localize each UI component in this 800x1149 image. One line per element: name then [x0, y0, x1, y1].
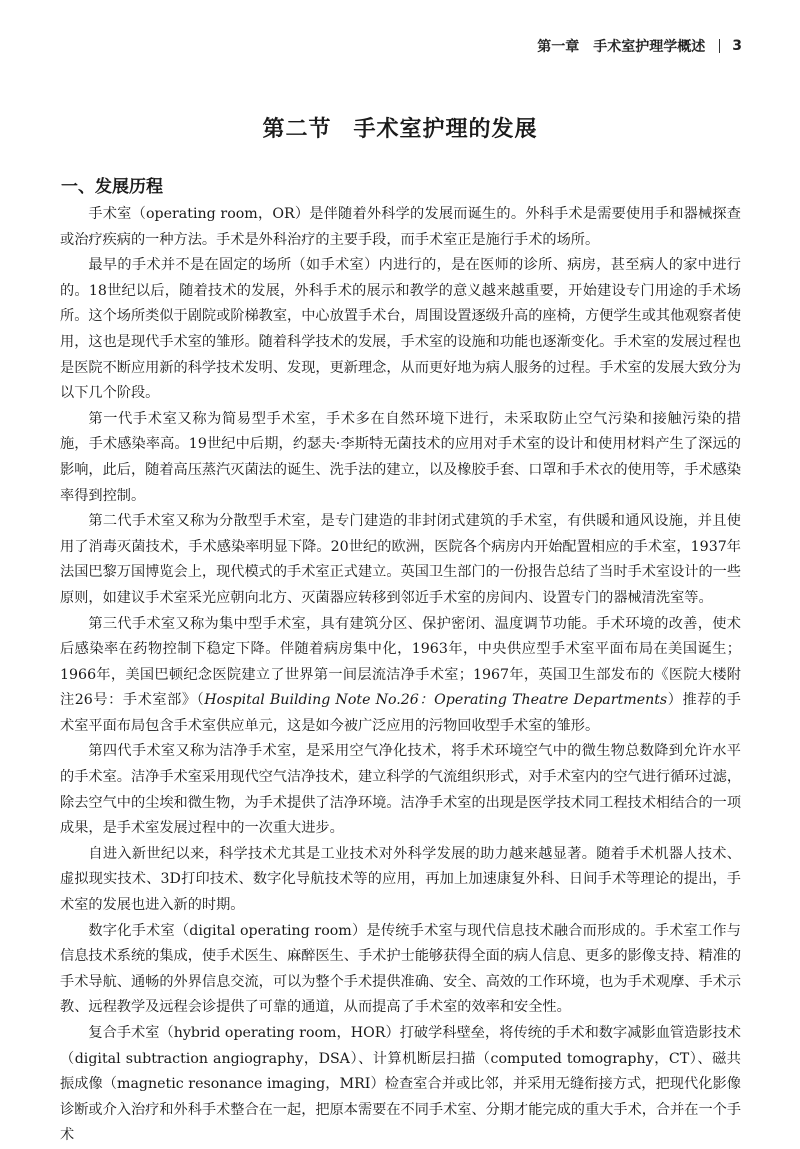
paragraph-text: ）推荐的手术室平面布局包含手术室供应单元，这是如今被广泛应用的污物回收型手术室的雏形。 — [60, 692, 741, 734]
section-number: 第二节 — [262, 117, 332, 142]
paragraph: 自进入新世纪以来，科学技术尤其是工业技术对外科学发展的助力越来越显著。随着手术机器人技术、虚拟现实技术、3D打印技术、数字化导航技术等的应用，再加上加速康复外科、日间手术等理论的提出，手术室的发展也进入新的时期。 — [60, 845, 741, 914]
paragraph: 数字化手术室（digital operating room）是传统手术室与现代信息技术融合而形成的。手术室工作与信息技术系统的集成，使手术医生、麻醉医生、手术护士能够获得全面的病人信息、更多的影像支持、精准的手术导航、通畅的外界信息交流，可以为整个手术提供准确、安全、高效的工作环境，也为手术观摩、手术示教、远程教学及远程会诊提供了可靠的通道，从而提高了手术室的效率和安全性。 — [60, 922, 742, 1016]
running-head — [537, 36, 742, 56]
page-number: 3 — [732, 38, 742, 54]
chapter-title: 第一章 手术室护理学概述 — [537, 39, 706, 55]
paragraph: 第二代手术室又称为分散型手术室，是专门建造的非封闭式建筑的手术室，有供暖和通风设施，并且使用了消毒灭菌技术，手术感染率明显下降。20世纪的欧洲，医院各个病房内开始配置相应的手术室，1937年法国巴黎万国博览会上，现代模式的手术室正式建立。英国卫生部门的一份报告总结了当时手术室设计的一些原则，如建议手术室采光应朝向北方、灭菌器应转移到邻近手术室的房间内、设置专门的器械清洗室等。 — [60, 513, 742, 606]
paragraph: 复合手术室（hybrid operating room，HOR）打破学科壁垒，将传统的手术和数字减影血管造影技术（digital subtraction angiography，DSA）、计算机断层扫描（computed tomography，CT）、磁共振成像（magnetic resonance imaging，MRI）检查室合并或比邻，并采用无缝衔接方式，把现代化影像诊断或介入治疗和外科手术整合在一起，把原本需要在不同手术室、分期才能完成的重大手术，合并在一个手术 — [60, 1025, 742, 1144]
section-heading: 手术室护理的发展 — [353, 117, 538, 142]
paragraph-text: 第三代手术室又称为集中型手术室，具有建筑分区、保护密闭、温度调节功能。手术环境的改善，使术后感染率在药物控制下稳定下降。伴随着病房集中化，1963年，中央供应型手术室平面布局在美国诞生；1966年，美国巴顿纪念医院建立了世界第一间层流洁净手术室；1967年，英国卫生部发布的《医院大楼附注26号：手术室部》（ — [60, 615, 741, 709]
paragraph — [60, 612, 741, 740]
paragraph: 第四代手术室又称为洁净手术室，是采用空气净化技术，将手术环境空气中的微生物总数降到允许水平的手术室。洁净手术室采用现代空气洁净技术，建立科学的气流组织形式，对手术室内的空气进行循环过滤，除去空气中的尘埃和微生物，为手术提供了洁净环境。洁净手术室的出现是医学技术同工程技术相结合的一项成果，是手术室发展过程中的一次重大进步。 — [60, 743, 742, 837]
body-text — [60, 202, 741, 1149]
english-title: Hospital Building Note No.26：Operating Theatre Departments — [204, 692, 668, 709]
paragraph: 最早的手术并不是在固定的场所（如手术室）内进行的，是在医师的诊所、病房，甚至病人的家中进行的。18世纪以后，随着技术的发展，外科手术的展示和教学的意义越来越重要，开始建设专门用途的手术场所。这个场所类似于剧院或阶梯教室，中心放置手术台，周围设置逐级升高的座椅，方便学生或其他观察者使用，这也是现代手术室的雏形。随着科学技术的发展，手术室的设施和功能也逐渐变化。手术室的发展过程也是医院不断应用新的科学技术发明、发现，更新理念，从而更好地为病人服务的过程。手术室的发展大致分为以下几个阶段。 — [60, 257, 742, 402]
section-title — [0, 112, 800, 143]
paragraph: 手术室（operating room，OR）是伴随着外科学的发展而诞生的。外科手术是需要使用手和器械探查或治疗疾病的一种方法。手术是外科治疗的主要手段，而手术室正是施行手术的场所。 — [60, 206, 741, 248]
subsection-heading: 一、发展历程 — [61, 177, 163, 197]
paragraph: 第一代手术室又称为简易型手术室，手术多在自然环境下进行，未采取防止空气污染和接触污染的措施，手术感染率高。19世纪中后期，约瑟夫·李斯特无菌技术的应用对手术室的设计和使用材料产生了深远的影响，此后，随着高压蒸汽灭菌法的诞生、洗手法的建立，以及橡胶手套、口罩和手术衣的使用等，手术感染率得到控制。 — [60, 410, 742, 504]
header-divider — [719, 39, 720, 53]
